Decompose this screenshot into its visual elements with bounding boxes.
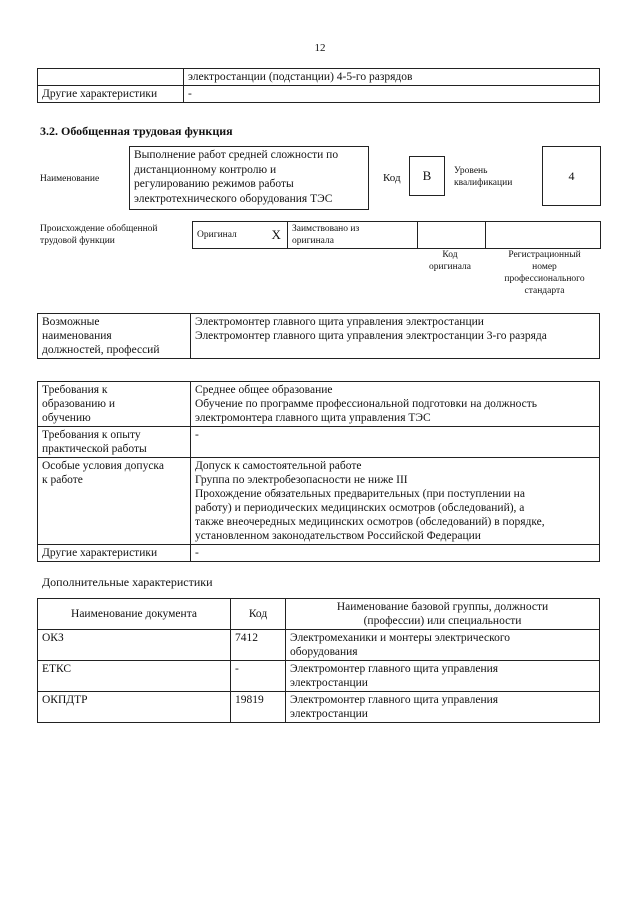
doc-code: -	[231, 661, 286, 692]
table-row	[38, 382, 600, 427]
origin-table	[192, 221, 601, 249]
requirement-value: -	[191, 545, 600, 562]
table-row	[38, 692, 600, 723]
requirement-value: Допуск к самостоятельной работе Группа по электробезопасности не ниже III Прохождение обязательных предварительных (при поступлении на работу) и периодических медицинских осмотров (обследований), а также внеочередных медицинских осмотров (обследований) в порядке, установленном законодательством Российской Федерации	[191, 458, 600, 545]
name-value: Выполнение работ средней сложности по дистанционному контролю и регулированию режимов работы электротехнического оборудования ТЭС	[129, 146, 369, 210]
requirements-table	[37, 381, 600, 562]
top-table	[37, 68, 600, 103]
table-row	[38, 314, 600, 359]
table-row	[38, 545, 600, 562]
requirement-label: Другие характеристики	[38, 545, 191, 562]
table-header-row	[38, 599, 600, 630]
table-row	[38, 661, 600, 692]
doc-name: ОКПДТР	[38, 692, 231, 723]
table-row	[38, 458, 600, 545]
code-value: B	[409, 156, 445, 196]
table-row	[38, 69, 600, 86]
requirement-value: Среднее общее образование Обучение по программе профессиональной подготовки на должность электромонтера главного щита управления ТЭС	[191, 382, 600, 427]
doc-name: ОКЗ	[38, 630, 231, 661]
doc-code: 19819	[231, 692, 286, 723]
positions-table	[37, 313, 600, 359]
table-row	[38, 86, 600, 103]
code-caption: Код оригинала	[429, 250, 471, 272]
doc-code: 7412	[231, 630, 286, 661]
positions-label: Возможные наименования должностей, профессий	[38, 314, 191, 359]
doc-name: ЕТКС	[38, 661, 231, 692]
origin-code-cell	[418, 222, 486, 249]
borrowed-label: Заимствовано из оригинала	[288, 222, 418, 249]
requirement-value: -	[191, 427, 600, 458]
level-label: Уровень квалификации	[454, 166, 513, 188]
doc-group: Электромонтер главного щита управления электростанции	[286, 692, 600, 723]
table-cell-label	[38, 69, 184, 86]
code-label: Код	[383, 172, 401, 184]
original-mark: X	[268, 222, 288, 249]
origin-reg-cell	[486, 222, 601, 249]
doc-group: Электромонтер главного щита управления электростанции	[286, 661, 600, 692]
additional-table	[37, 598, 600, 723]
positions-value: Электромонтер главного щита управления электростанции Электромонтер главного щита управления электростанции 3-го разряда	[191, 314, 600, 359]
table-cell-value: электростанции (подстанции) 4-5-го разрядов	[184, 69, 600, 86]
reg-caption: Регистрационный номер профессионального стандарта	[504, 250, 585, 296]
table-cell-value: -	[184, 86, 600, 103]
table-row	[193, 222, 601, 249]
requirement-label: Требования к опыту практической работы	[38, 427, 191, 458]
table-row	[38, 630, 600, 661]
level-value: 4	[542, 146, 601, 206]
table-cell-label: Другие характеристики	[38, 86, 184, 103]
section-title: 3.2. Обобщенная трудовая функция	[40, 124, 233, 138]
doc-group: Электромеханики и монтеры электрического оборудования	[286, 630, 600, 661]
origin-label: Происхождение обобщенной трудовой функции	[40, 224, 158, 246]
requirement-label: Особые условия допуска к работе	[38, 458, 191, 545]
page-number: 12	[314, 42, 326, 54]
original-label: Оригинал	[193, 222, 268, 249]
header-code: Код	[231, 599, 286, 630]
name-label: Наименование	[40, 174, 100, 184]
header-group: Наименование базовой группы, должности (профессии) или специальности	[286, 599, 600, 630]
requirement-label: Требования к образованию и обучению	[38, 382, 191, 427]
additional-title: Дополнительные характеристики	[42, 575, 213, 589]
table-row	[38, 427, 600, 458]
header-document: Наименование документа	[38, 599, 231, 630]
